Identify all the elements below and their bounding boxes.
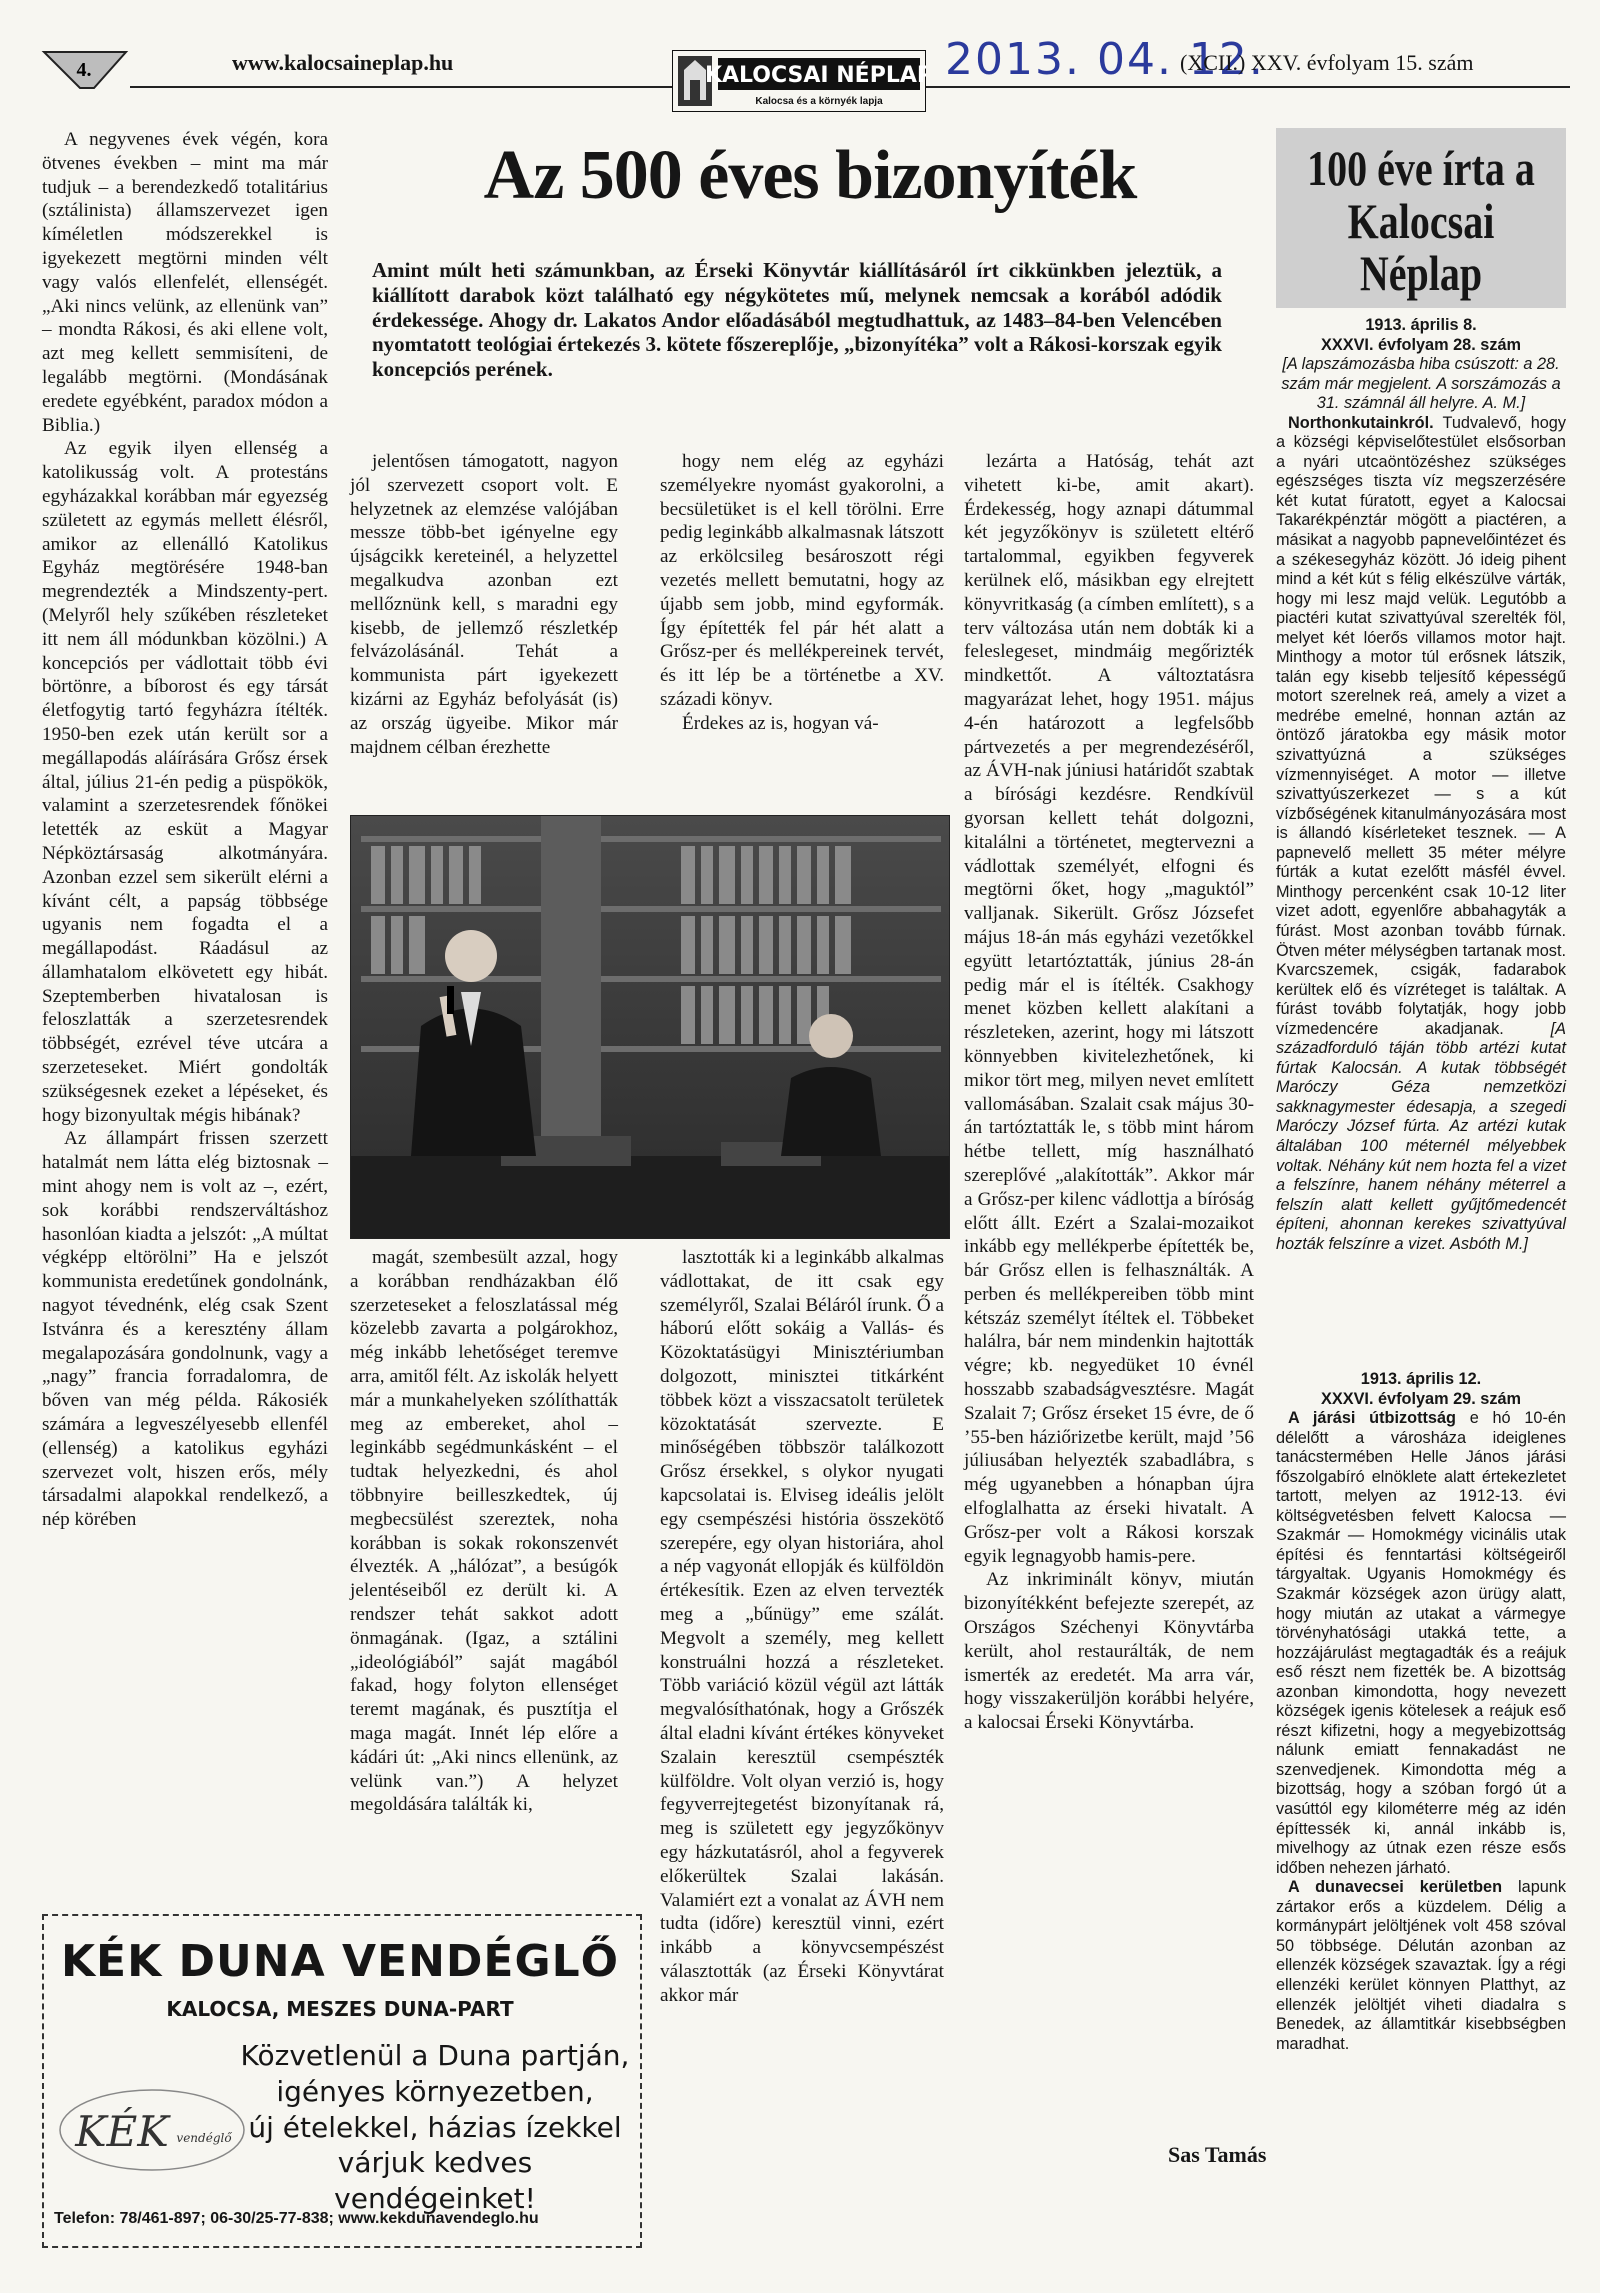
sidebar-title-box (1276, 128, 1566, 308)
ad-logo (52, 2070, 252, 2200)
article-photo (350, 815, 950, 1239)
paragraph: Érdekes az is, hogyan vá- (682, 712, 879, 734)
paragraph: A negyvenes évek végén, kora ötvenes években – mint ma már tudjuk – a berendezkedő totalitárius (sztálinista) államszervezet igen kíméletlen módszerekkel is igyekezett megtörni minden vélt vagy valós ellenfelét, ellenségét. „Aki nincs velünk, az ellenünk van” – mondta Rákosi, és aki ellene volt, azt meg kellett semmisíteni, de legalább megtörni. (Mondásának eredete egyébként, paradox módon a Biblia.) (42, 129, 328, 436)
sidebar-issue: XXXVI. évfolyam 29. szám (1320, 1389, 1521, 1408)
sidebar-title-line1: 100 éve írta a (1307, 140, 1535, 196)
article-headline: Az 500 éves bizonyíték (483, 137, 1137, 214)
paragraph: lasztották ki a leginkább alkalmas vádlottakat, de itt csak egy személyről, Szalai Béláról írunk. Ő a háború előtt sokáig a Vallás- és Közoktatásügyi Minisztériumban dolgozott, minisztei titkárként többek közt a visszacsatolt területek közoktatását szervezte. E minőségében többször találkozott Grősz érsekkel, s olykor nyugati kapcsolatai is. Elviseg ideális jelölt egy csempészési história összekötő szerepére, egy olyan historiára, ahol a nép vagyonát ellopják és külföldön értékesítik. Ezen az elven tervezték meg a „bűnügy” eme szálát. Megvolt a személy, meg kellett konstruálni hozzá a részleteket. Több variáció közül végül azt látták megvalósíthatónak, hogy a Grőszék által eladni kívánt értékes könyveket Szalain keresztül csempészték külföldre. Volt olyan verzió is, hogy fegyverrejtegetést bizonyítanak rá, meg is született egy jegyzőkönyv egy házkutatásról, ahol a fegyverek előkerültek Szalai lakásán. Valamiért ezt a vonalat az ÁVH nem tudta (időre) keresztül vinni, ezért inkább a könyvcsempészést választották (az Érseki Könyvtárat akkor már (660, 1247, 944, 2006)
paragraph: Az állampárt frissen szerzett hatalmát nem látta elég biztosnak – mint ahogy nem is volt az –, ezért, sok korábbi rendszerváltáshoz hasonlóan kiadta a jelszót: „A múltat végképp eltörölni” Ha e jelszót kommunista eredetűnek gondolnánk, nagyot tévednénk, elég csak Szent Istvánra és a keresztény állam megalapozására gondolnunk, vagy a „nagy” francia forradalomra, de bőven van még példa. Rákosiék számára a legveszélyesebb ellenfél (ellenség) a katolikus egyházi szervezet volt, hiszen erős, mély társadalmi alapokkal rendelkező, a nép körében (42, 1128, 328, 1531)
page-number: 4. (76, 59, 92, 81)
article-column-3-bottom (660, 1246, 944, 2008)
sidebar-section-2 (1276, 1370, 1566, 2054)
paragraph: magát, szembesült azzal, hogy a korábban rendházakban élő szerzeteseket a feloszlatással még közelebb zavarta a polgárokhoz, még inkább lehetőséget teremve arra, amitől félt. Az iskolák helyett már a munkahelyeken szólíthatták meg az embereket, ahol – leginkább segédmunkásként – el tudtak helyezkedni, és ahol többnyire beilleszkedtek, új megbecsülést szereztek, noha korábban is sokak rokonszenvét élvezték. A „hálózat”, a besúgók jelentéseiből ez derült ki. A rendszer tehát sakkot adott önmagának. (Igaz, a sztálini „ideológiából” saját magából fakad, hogy folyton ellenséget teremt magának, és pusztítja el maga magát. Innét lép előre a kádári út: „Aki nincs ellenünk, az velünk van.”) A helyzet megoldására találták ki, (350, 1247, 618, 1816)
sidebar-body: Tudvalevő, hogy a községi képviselőtestület elsősorban a nyári utcaöntözéshez szükséges egészséges tiszta víz megszerzésére két kutat fúratott, egyet a Kalocsai Takarékpénztár mögött a piactéren, a másikat a nagyobb papnevelőintézet és a székesegyház között. Jó ideig pihent mind a két kút s félig elkészülve várták, hogy mi lesz majd velük. Legutóbb a piactéri kutat szivattyúval szerelték föl, melyet két lóerős villamos motor hajt. Minthogy a motor túl erősnek látszik, talán egy kisebb teljesítő képességű motort szerelnek reá, amely a vizet a medrébe emelné, honnan aztán az öntöző járatokba egy másik motor szivattyúzná a szükséges vízmennyiséget. A motor — illetve szivattyúszerkezet — s a kút vízbőségének kitanulmányozására most is állandó kísérleteket tesznek. — A papnevelő mellett 35 méter mélyre fúrták a kutat ezelőtt másfél évvel. Minthogy percenként csak 10-12 liter vizet adott, egyenlőre abbahagyták a fúrást. Most azonban tovább fúrnak. Ötven méter mélységben tartanak most. Kvarcszemek, csigák, fadarabok kerültek elő és vízréteget is találtak. A fúrást tovább folytatják, hogy jobb vízmedencére akadjanak. (1276, 413, 1566, 1038)
svg-text:Kalocsa és a környék lapja: Kalocsa és a környék lapja (755, 96, 883, 107)
sidebar-section-1 (1276, 316, 1566, 1254)
article-column-3-top (660, 450, 944, 736)
article-column-2-top (350, 450, 618, 759)
paragraph: lezárta a Hatóság, tehát azt vihetett ki-be, amit akart). Érdekesség, hogy aznapi dátummal két jegyzőkönyv is született eltérő tartalommal, egyikben fegyverek kerülnek elő, másikban egy elrejtett könyvritkaság (a címben említett), s a terv változása után nem dobták ki a feleslegeset, mindmáig megőrizték mindkettőt. A változtatásra magyarázat lehet, hogy 1951. május 4-én határozott a legfelsőbb pártvezetés a per megrendezéséről, az ÁVH-nak júniusi határidőt szabtak a bírósági kezdésre. Rendkívül gyorsan kellett tehát dolgozni, kitalálni a történetet, megtervezni a vádlottak személyét, elfogni és megtörni őket, hogy „maguktól” valljanak. Sikerült. Grősz Józsefet május 18-án más egyházi vezetőkkel együtt letartóztatták, június 28-án pedig már el is ítélték. Csakhogy menet közben kellett alakítani a részleteken, azerint, hogy mi látszott könnyebben kivitelezhetőnek, ki mikor tört meg, milyen nevet említett vallomásában. Szalait csak május 30-án tartóztatták le, s több mint három hétbe tellett, míg használható szereplővé „alakították”. Akkor már a Grősz-per kilenc vádlottja a bíróság előtt állt. Ezért a Szalai-mozaikot inkább egy mellékperbe építették be, bár Grősz ellen is felhasználták. A perben és mellékpereiben több mint kétszáz személyt ítéltek el. Többeket halálra, bár nem mindenkin hajtották végre; kb. negyedüket 10 évnél hosszabb szabadságvesztésre. Magát Szalait 7; Grősz érseket 15 évre, de ő ’55-ben háziőrizetbe került, majd ’56 júliusában helyezték szabadlábra, s még ugyanebben a hónapban újra elfoglalhatta az érseki hivatalt. A Grősz-per volt a Rákosi korszak egyik legnagyobb hamis-pere. (964, 451, 1254, 1567)
article-lead: Amint múlt heti számunkban, az Érseki Könyvtár kiállításáról írt cikkünkben jeleztük, a kiállított darabok közt található egy négykötetes mű, melynek nemcsak a korából adódik érdekessége. Ahogy dr. Lakatos Andor előadásából megtudhattuk, az 1483–84-ben Velencében nyomtatott teológiai értekezés 3. kötete főszereplője, „bizonyítéka” volt a Rákosi-korszak egyik koncepciós perének. (372, 258, 1222, 382)
paragraph: Az inkriminált könyv, miután bizonyítékként befejezte szerepét, az Országos Széchenyi Könyvtárba került, ahol restaurálták, de nem ismerték az eredetét. Ma arra vár, hogy visszakerüljön korábbi helyére, a kalocsai Érseki Könyvtárba. (964, 1569, 1254, 1734)
svg-text:KÉK: KÉK (75, 2107, 169, 2156)
ad-title: KÉK DUNA VENDÉGLŐ (60, 1936, 620, 1987)
paragraph: Az egyik ilyen ellenség a katolikusság volt. A protestáns egyházakkal korábban már egyezség született az egymás mellett élésről, amikor az ellenálló Katolikus Egyház megtörésére 1948-ban megrendezték a Mindszenty-pert. (Melyről hely szűkében részleteket itt nem áll módunkban közölni.) A koncepciós per vádlottait több évi börtönre, a bíborost és egy társát életfogytig tartó fegyházra ítélték. 1950-ben ezek után került sor a megállapodás aláírására Grősz érsek által, július 21-én pedig a püspökök, valamint a szerzetesrendek főnökei letették az esküt a Magyar Népköztársaság alkotmányára. Azonban ezzel sem sikerült elérni a kívánt célt, a papság többsége ugyanis nem fogadta el a megállapodást. Ráadásul az államhatalom elkövetett egy hibát. Szeptemberben hivatalosan is feloszlatták a szerzetesrendek többségét, ezrével téve utcára a szerzeteseket. Miért gondolták szükségesnek ezeket a lépéseket, és hogy bizonyultak mégis hibának? (42, 438, 328, 1126)
paragraph: jelentősen támogatott, nagyon jól szervezett csoport volt. E helyzetnek az elemzése valójában messze több-bet igényelne egy újságcikk kereteinél, a helyzettel megalkudva azonban ezt mellőznünk kell, s maradni egy kisebb, de jellemző részletkép felvázolásánál. Tehát a kommunista párt igyekezett kizárni az Egyház befolyását (is) az ország ügyeibe. Mikor már majdnem célban érezhette (350, 451, 618, 758)
issue-info: (XCII.) XXV. évfolyam 15. szám (1180, 50, 1474, 75)
sidebar-date: 1913. április 8. (1365, 316, 1477, 334)
svg-text:KALOCSAI NÉPLAP: KALOCSAI NÉPLAP (704, 63, 926, 88)
svg-text:vendéglő: vendéglő (176, 2131, 232, 2145)
ad-subtitle: KALOCSA, MESZES DUNA-PART (166, 1997, 514, 2021)
sidebar-date: 1913. április 12. (1360, 1370, 1482, 1388)
paragraph: hogy nem elég az egyházi személyekre nyomást gyakorolni, a becsületüket is el kell törölni. Erre pedig leginkább alkalmasnak látszott az erkölcsileg besároszott régi vezetés mellett bemutatni, hogy az újabb sem jobb, mind egyformák. Így építették fel pár hét alatt a Grősz-per és mellékpereinek tervét, és itt lép be a történetbe a XV. századi könyv. (660, 451, 944, 710)
sidebar-body-2: lapunk zártakor erős a küzdelem. Délig a kormánypárt jelöltjének volt 458 szóval 50 többsége. Délután azonban az ellenzék községek szavaztak. Így a régi ellenzéki kerület könnyen Platthyt, az ellenzék jelöltjét viheti diadalra s Benedek, az államtitkár kisebbségben maradhat. (1276, 1878, 1566, 2053)
article-column-1 (42, 128, 328, 1532)
ad-contact[interactable]: Telefon: 78/461-897; 06-30/25-77-838; www.kekdunavendeglo.hu (54, 2210, 539, 2227)
article-column-2-bottom (350, 1246, 618, 1817)
page-number-badge (40, 48, 130, 88)
sidebar-body: e hó 10-én délelőtt a városháza ideiglenes tanácstermében Helle János járási főszolgabíró elnöklete alatt értekezletet tartott, melyen az 1912-13. évi költségvetésben felvett Kalocsa — Szakmár — Homokmégy vicinális utak építési és fenntartási költségeiről tárgyaltak. Ugyanis Homokmégy és Szakmár községek azon ürügy alatt, hogy miután az utakat a vármegye törvényhatósági utakká tette, a hozzájárulást megtagadták és a reájuk eső részt nem fizették be. A bizottság azonban kimondotta, hogy nevezett községek igenis kötelesek a reájuk eső részt kifizetni, hogy a megyebizottság nálunk emiatt fennakadást ne szenvedjenek. Kimondotta még a bizottság, hogy a szóban forgó út a vasúttól egy kilométerre még az idén építtessék ki, annál inkább is, mivelhogy az útnak ezen része esős időben nehezen járható. (1276, 1409, 1566, 1877)
sidebar-heading: A járási útbizottság (1288, 1409, 1456, 1428)
sidebar-heading-2: A dunavecsei kerületben (1288, 1878, 1503, 1897)
sidebar-italic-note: [A századforduló táján több artézi kutat fúrtak Kalocsán. A kutak többségét Maróczy Géza nemzetközi sakknagymester édesapja, a szegedi Maróczy József fúrta. Az artézi kutak általában 100 méternél mélyebbek voltak. Néhány kút nem hozta fel a vizet a felszínre, hanem néhány méterrel a felszín alatt kellett gyűjtőmedencét építeni, ahonnan kerekes szivattyúval hozták felszínre a vizet. Asbóth M.] (1276, 1019, 1566, 1253)
website-url[interactable]: www.kalocsaineplap.hu (232, 50, 454, 75)
sidebar-heading: Northonkutainkról. (1288, 413, 1434, 432)
sidebar-issue: XXXVI. évfolyam 28. szám (1320, 335, 1521, 354)
article-column-4 (964, 450, 1254, 1735)
handwritten-date: 2013. 04. 12. (945, 34, 1265, 85)
byline: Sas Tamás (1168, 2142, 1267, 2167)
sidebar-note: [A lapszámozásba hiba csúszott: a 28. szám már megjelent. A sorszámozás a 31. számnál áll helyre. A. M.] (1281, 355, 1561, 413)
masthead-logo (672, 50, 926, 112)
ad-slogan: Közvetlenül a Duna partján, igényes környezetben, új ételekkel, házias ízekkel várjuk kedves vendégeinket! (240, 2039, 630, 2216)
sidebar-title-line2: Kalocsai Néplap (1347, 192, 1495, 301)
